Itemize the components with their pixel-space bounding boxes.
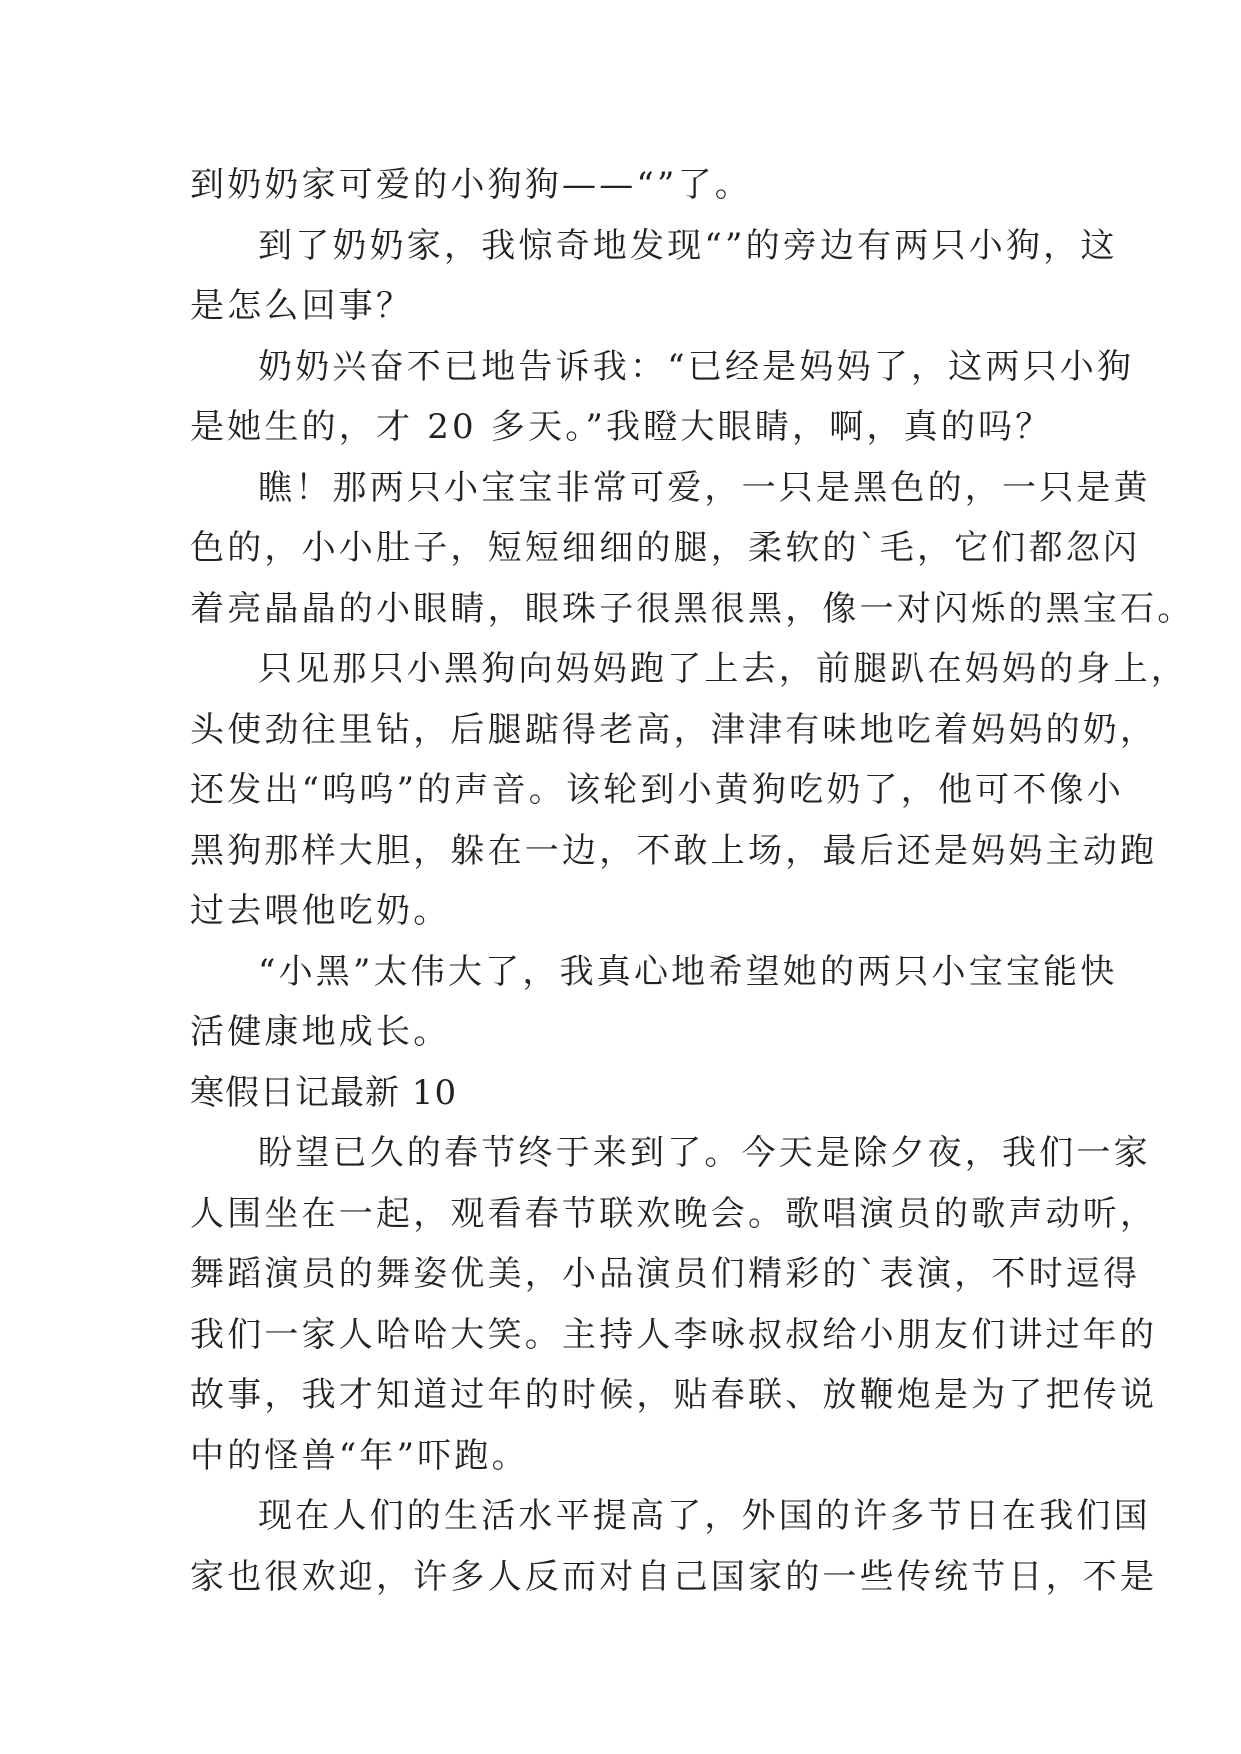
text-line: 现在人们的生活水平提高了，外国的许多节日在我们国 [258,1496,1151,1536]
section-heading: 寒假日记最新 10 [190,1072,458,1113]
text-line: 头使劲往里钻，后腿踮得老高，津津有味地吃着妈妈的奶， [190,709,1158,750]
text-line: 到了奶奶家，我惊奇地发现“”的旁边有两只小狗，这 [258,225,1118,266]
text-line: 着亮晶晶的小眼睛，眼珠子很黑很黑，像一对闪烁的黑宝石。 [190,588,1195,629]
text-line: 到奶奶家可爱的小狗狗——“”了。 [190,165,752,205]
text-line: 黑狗那样大胆，躲在一边，不敢上场，最后还是妈妈主动跑 [190,830,1158,871]
text-line: 人围坐在一起，观看春节联欢晚会。歌唱演员的歌声动听， [190,1193,1158,1234]
text-line: 过去喂他吃奶。 [190,891,451,931]
text-line: “小黑”太伟大了，我真心地希望她的两只小宝宝能快 [258,951,1118,992]
text-line: 是怎么回事？ [190,286,414,326]
text-line: 只见那只小黑狗向妈妈跑了上去，前腿趴在妈妈的身上， [258,649,1188,689]
text-line: 中的怪兽“年”吓跑。 [190,1435,529,1476]
text-line: 舞蹈演员的舞姿优美，小品演员们精彩的`表演，不时逗得 [190,1254,1141,1294]
text-line: 是她生的，才 20 多天。”我瞪大眼睛，啊，真的吗？ [190,407,1053,447]
text-line: 奶奶兴奋不已地告诉我：“已经是妈妈了，这两只小狗 [258,346,1135,387]
text-line: 瞧！那两只小宝宝非常可爱，一只是黑色的，一只是黄 [258,467,1151,508]
text-line: 还发出“呜呜”的声音。该轮到小黄狗吃奶了，他可不像小 [190,770,1124,810]
text-line: 家也很欢迎，许多人反而对自己国家的一些传统节日，不是 [190,1556,1158,1597]
text-line: 活健康地成长。 [190,1012,451,1052]
text-line: 色的，小小肚子，短短细细的腿，柔软的`毛，它们都忽闪 [190,528,1141,568]
text-line: 盼望已久的春节终于来到了。今天是除夕夜，我们一家 [258,1133,1151,1173]
text-line: 我们一家人哈哈大笑。主持人李咏叔叔给小朋友们讲过年的 [190,1314,1158,1355]
document-body [190,155,1195,1607]
text-line: 故事，我才知道过年的时候，贴春联、放鞭炮是为了把传说 [190,1375,1158,1415]
